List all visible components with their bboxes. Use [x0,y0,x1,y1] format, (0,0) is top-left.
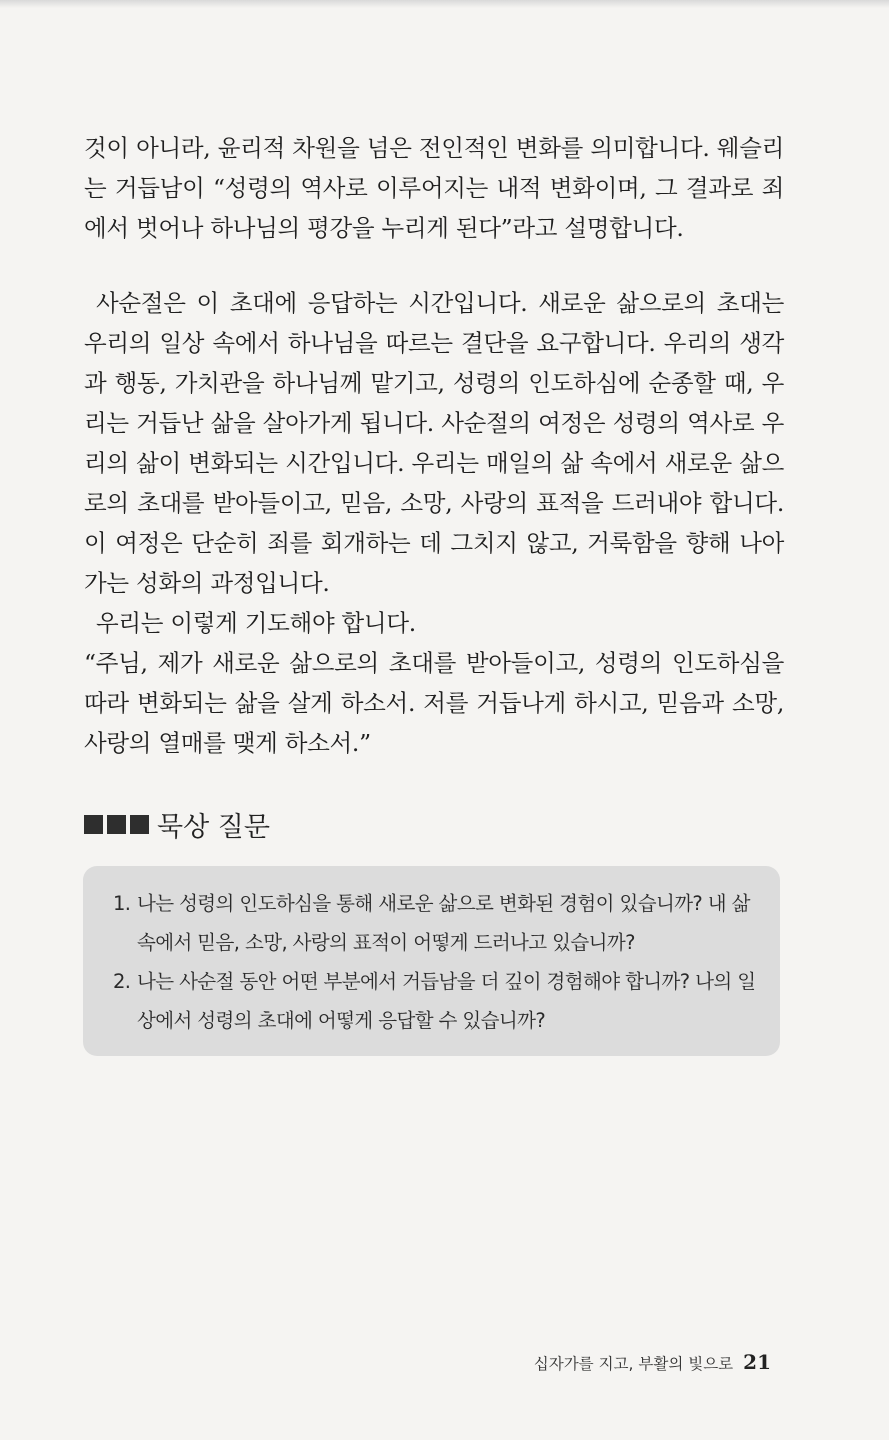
body-paragraph-2 [84,283,784,603]
prayer-paragraph [84,603,784,763]
heading-squares-icon [84,815,149,834]
meditation-heading [84,805,270,844]
page-footer [534,1350,771,1374]
running-title: 십자가를 지고, 부활의 빛으로 [533,1355,734,1373]
top-edge-shadow [0,0,889,8]
body-paragraph-1 [84,128,784,248]
question-text: 나는 성령의 인도하심을 통해 새로운 삶으로 변화된 경험이 있습니까? 내 삶 속에서 믿음, 소망, 사랑의 표적이 어떻게 드러나고 있습니까? [137,892,750,954]
prayer-intro: 우리는 이렇게 기도해야 합니다. [96,609,416,637]
question-list [113,884,756,1040]
paragraph-text: 사순절은 이 초대에 응답하는 시간입니다. 새로운 삶으로의 초대는 우리의 일상 속에서 하나님을 따르는 결단을 요구합니다. 우리의 생각과 행동, 가치관을 하나님께 맡기고, 성령의 인도하심에 순종할 때, 우리는 거듭난 삶을 살아가게 됩니다. 사순절의 여정은 성령의 역사로 우리의 삶이 변화되는 시간입니다. 우리는 매일의 삶 속에서 새로운 삶으로의 초대를 받아들이고, 믿음, 소망, 사랑의 표적을 드러내야 합니다. 이 여정은 단순히 죄를 회개하는 데 그치지 않고, 거룩함을 향해 나아가는 성화의 과정입니다. [84,289,784,597]
paragraph-text: 것이 아니라, 윤리적 차원을 넘은 전인적인 변화를 의미합니다. 웨슬리는 거듭남이 “성령의 역사로 이루어지는 내적 변화이며, 그 결과로 죄에서 벗어나 하나님의 평강을 누리게 된다”라고 설명합니다. [84,134,784,242]
question-item-2 [113,962,756,1040]
question-item-1 [113,884,756,962]
meditation-questions-box [83,866,780,1056]
prayer-text: “주님, 제가 새로운 삶으로의 초대를 받아들이고, 성령의 인도하심을 따라 변화되는 삶을 살게 하소서. 저를 거듭나게 하시고, 믿음과 소망, 사랑의 열매를 맺게 하소서.” [84,649,784,757]
question-number: 2. [113,970,131,993]
question-text: 나는 사순절 동안 어떤 부분에서 거듭남을 더 깊이 경험해야 합니까? 나의 일상에서 성령의 초대에 어떻게 응답할 수 있습니까? [137,970,756,1032]
page-number: 21 [743,1350,771,1374]
heading-title: 묵상 질문 [157,812,270,843]
question-number: 1. [113,892,131,915]
